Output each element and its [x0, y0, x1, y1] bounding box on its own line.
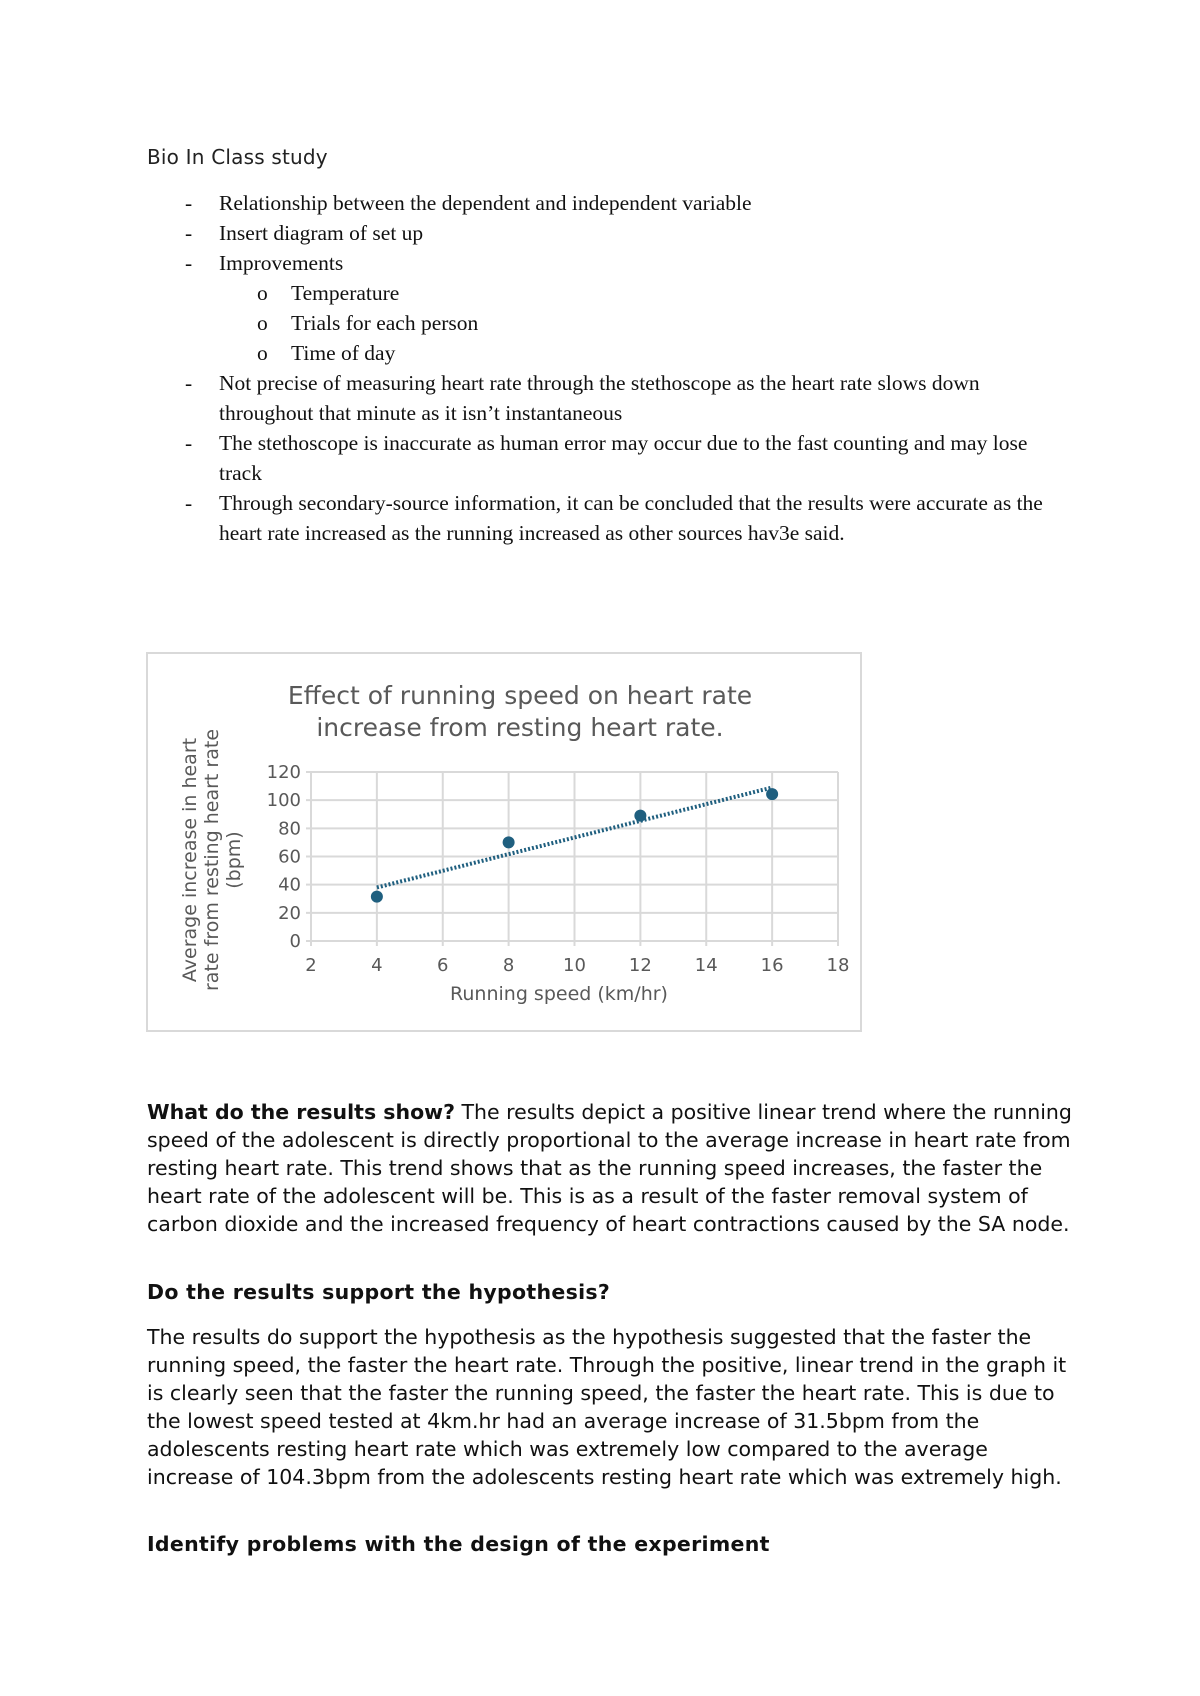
- data-point: [503, 836, 515, 848]
- bullet-circle: o: [257, 311, 268, 335]
- note-item: [185, 188, 1065, 218]
- document-title: Bio In Class study: [147, 145, 328, 169]
- problems-heading: Identify problems with the design of the experiment: [147, 1532, 770, 1556]
- note-text: Relationship between the dependent and independent variable: [219, 191, 752, 215]
- note-item: [185, 368, 1065, 428]
- chart-axes: [267, 762, 850, 976]
- x-tick-label: 8: [502, 955, 515, 976]
- y-axis-label-line: Average increase in heart: [179, 737, 201, 983]
- x-tick-label: 4: [371, 955, 383, 976]
- x-tick-label: 16: [760, 955, 784, 976]
- x-tick-label: 12: [628, 955, 652, 976]
- results-body: The results depict a positive linear trend where the running speed of the adolescent is directly proportional to the average increase in heart rate from resting heart rate. This trend shows that as the running speed increases, the faster the heart rate of the adolescent will be. This is as a result of the faster removal system of carbon dioxide and the increased frequency of heart contractions caused by the SA node.: [147, 1100, 1072, 1236]
- bullet-circle: o: [257, 281, 268, 305]
- note-text: Temperature: [291, 281, 400, 305]
- note-text: Insert diagram of set up: [219, 221, 424, 245]
- hypothesis-heading: Do the results support the hypothesis?: [147, 1280, 611, 1304]
- results-heading: What do the results show?: [147, 1100, 455, 1124]
- note-text: Time of day: [291, 341, 396, 365]
- note-item: [185, 248, 1065, 278]
- y-tick-label: 100: [266, 790, 301, 812]
- sub-note-item: [185, 278, 1065, 308]
- chart-grid: [306, 772, 838, 946]
- data-point: [634, 810, 646, 822]
- y-tick-label: 60: [278, 846, 301, 868]
- bullet-dash: -: [185, 491, 193, 515]
- note-item: [185, 488, 1065, 548]
- chart-title-line: Effect of running speed on heart rate: [287, 681, 753, 710]
- y-tick-label: 120: [266, 762, 301, 783]
- note-text: Trials for each person: [291, 311, 479, 335]
- hypothesis-body: The results do support the hypothesis as the hypothesis suggested that the faster the running speed, the faster the heart rate. Through the positive, linear trend in the graph it is clearly seen that the faster the running speed, the faster the heart rate. This is due to the lowest speed tested at 4km.hr had an average increase of 31.5bpm from the adolescents resting heart rate which was extremely low compared to the average increase of 104.3bpm from the adolescents resting heart rate which was extremely high.: [147, 1325, 1067, 1489]
- y-tick-label: 40: [278, 874, 301, 896]
- bullet-circle: o: [257, 341, 268, 365]
- bullet-dash: -: [185, 371, 193, 395]
- note-text: Not precise of measuring heart rate through the stethoscope as the heart rate slows down throughout that minute as it isn’t instantaneous: [219, 371, 980, 425]
- y-axis-label-line: (bpm): [223, 831, 245, 889]
- bullet-dash: -: [185, 251, 193, 275]
- notes-list: [185, 188, 1065, 548]
- bullet-dash: -: [185, 431, 193, 455]
- note-item: [185, 428, 1065, 488]
- x-tick-label: 6: [437, 955, 449, 976]
- data-point: [766, 788, 778, 800]
- note-text: The stethoscope is inaccurate as human error may occur due to the fast counting and may lose track: [219, 431, 1028, 485]
- note-text: Improvements: [219, 251, 344, 275]
- y-axis-label-line: rate from resting heart rate: [201, 728, 223, 992]
- sub-note-item: [185, 338, 1065, 368]
- chart-container: [146, 652, 862, 1032]
- x-tick-label: 2: [305, 955, 317, 976]
- scatter-chart: [148, 654, 864, 1034]
- y-tick-label: 80: [278, 818, 301, 840]
- x-axis-label: Running speed (km/hr): [450, 983, 668, 1005]
- chart-title-line: increase from resting heart rate.: [316, 713, 724, 742]
- x-tick-label: 10: [563, 955, 586, 976]
- data-point: [371, 891, 383, 903]
- bullet-dash: -: [185, 191, 193, 215]
- bullet-dash: -: [185, 221, 193, 245]
- note-item: [185, 218, 1065, 248]
- sub-note-item: [185, 308, 1065, 338]
- x-tick-label: 18: [826, 955, 850, 976]
- y-tick-label: 20: [278, 902, 301, 924]
- x-tick-label: 14: [694, 955, 718, 976]
- note-text: Through secondary-source information, it can be concluded that the results were accurate as the heart rate increased as the running increased as other sources hav3e said.: [219, 491, 1043, 545]
- y-tick-label: 0: [289, 931, 301, 952]
- results-paragraph: [147, 1098, 1077, 1238]
